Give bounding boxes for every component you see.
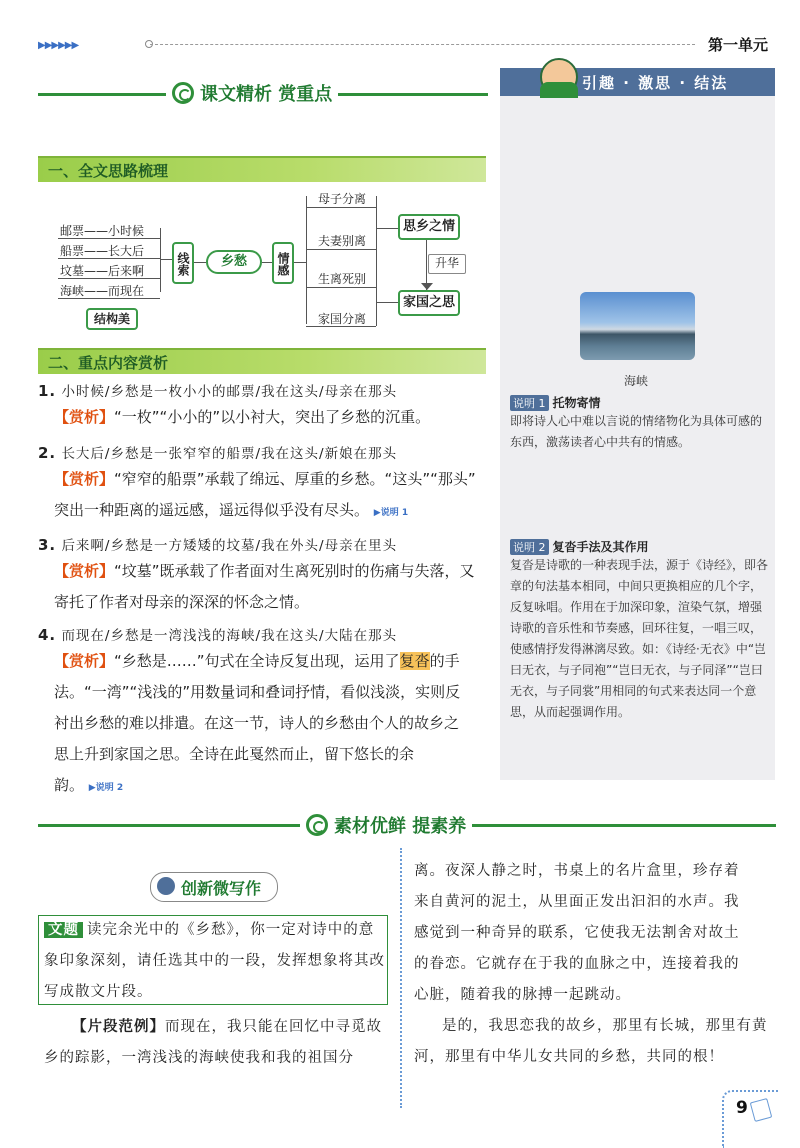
analysis-tag: 【赏析】	[54, 652, 115, 670]
analysis-item-2	[38, 442, 493, 529]
column-divider	[400, 848, 402, 1108]
pair-rule	[58, 258, 160, 259]
bracket-line	[160, 228, 161, 292]
bracket-line	[306, 196, 307, 324]
analysis-text: 思上升到家国之思。全诗在此戛然而止，留下悠长的余	[54, 745, 415, 763]
bracket-line	[376, 196, 377, 326]
page-number-frame	[722, 1090, 778, 1148]
connector	[194, 262, 206, 263]
swirl-icon	[172, 82, 194, 104]
sample-tag: 【片段范例】	[72, 1019, 165, 1035]
poem-line: 长大后/乡愁是一张窄窄的船票/我在这头/新娘在那头	[61, 446, 398, 462]
pair-rule	[58, 298, 160, 299]
writing-pill	[150, 872, 278, 902]
unit-title: 第一单元	[708, 36, 769, 54]
poem-line: 而现在/乡愁是一湾浅浅的海峡/我在这头/大陆在那头	[61, 628, 398, 644]
connector	[160, 259, 172, 260]
emotion-2: 夫妻别离	[318, 234, 367, 248]
ref-note-1-link[interactable]: ▶说明 1	[373, 508, 409, 518]
down-arrow-icon	[421, 283, 433, 290]
pair-rule	[58, 238, 160, 239]
analysis-band	[38, 348, 486, 374]
analysis-item-4	[38, 624, 493, 804]
result-1-box: 思乡之情	[398, 214, 460, 240]
item-number: 4.	[38, 626, 57, 644]
question-text: 文题 读完余光中的《乡愁》，你一定对诗中的意象印象深刻，请任选其中的一段，发挥想象将其改写成散文片段。	[44, 922, 385, 1000]
analysis-tag: 【赏析】	[54, 562, 115, 580]
note-2-tag: 说明 2	[510, 539, 549, 555]
structure-box: 结构美	[86, 308, 138, 330]
note-2	[510, 536, 768, 723]
connector	[376, 228, 398, 229]
item-number: 2.	[38, 444, 57, 462]
writing-pill-label: 创新微写作	[181, 879, 262, 898]
pair-2: 船票——长大后	[60, 244, 145, 258]
analysis-text: “坟墓”既承载了作者面对生离死别时的伤痛与失落，又	[114, 562, 475, 580]
emotion-rule	[306, 326, 376, 327]
analysis-text: “一枚”“小小的”以小衬大，突出了乡愁的沉重。	[114, 408, 431, 426]
sample-left: 【片段范例】而现在，我只能在回忆中寻觅故 乡的踪影，一湾浅浅的海峡使我和我的祖国分	[44, 1019, 382, 1066]
item-number: 3.	[38, 536, 57, 554]
emotion-4: 家国分离	[318, 312, 367, 326]
question-tag: 文题	[44, 922, 83, 938]
pen-icon	[157, 877, 175, 895]
connector	[376, 302, 398, 303]
emotion-3: 生离死别	[318, 272, 367, 286]
header-rule	[150, 44, 695, 45]
sample-right: 离。夜深人静之时，书桌上的名片盒里，珍存着 来自黄河的泥土，从里面正发出汩汩的水声。我 感觉到一种奇异的联系，它使我无法割舍对故土 的眷恋。它就存在于我的血脉之中，连接着我的 心脏，随着我的脉搏一起跳动。 是的，我思恋我的故乡，那里有长城，那里有黄 河，那里有中华儿女共同的乡愁，共同的根！	[414, 863, 768, 1065]
section1-title: 课文精析 赏重点	[166, 80, 338, 106]
strait-photo	[580, 292, 695, 360]
header-arrows: ▶▶▶▶▶▶	[38, 40, 79, 51]
emotion-box: 情感	[272, 242, 294, 284]
emotion-rule	[306, 287, 376, 288]
analysis-text: 衬出乡愁的难以排遣。在这一节，诗人的乡愁由个人的故乡之	[54, 714, 460, 732]
analysis-item-1	[38, 380, 493, 433]
analysis-tag: 【赏析】	[54, 408, 115, 426]
rise-label: 升华	[428, 254, 466, 274]
analysis-text: 韵。	[54, 776, 85, 794]
sidebar-title: 引趣 · 激思 · 结法	[582, 74, 729, 92]
clue-box: 线索	[172, 242, 194, 284]
ref-note-2-link[interactable]: ▶说明 2	[88, 783, 124, 793]
result-2-box: 家国之思	[398, 290, 460, 316]
outline-band	[38, 156, 486, 182]
analysis-text: 寄托了作者对母亲的深深的怀念之情。	[54, 593, 310, 611]
note-2-text: 复沓是诗歌的一种表现手法，源于《诗经》，即各章的句法基本相同，中间只更换相应的几个字，反复咏唱。作用在于加深印象，渲染气氛，增强诗歌的音乐性和节奏感，回环往复，一唱三叹，使感情抒发得淋漓尽致。如：《诗经·无衣》中“岂曰无衣，与子同袍”“岂曰无衣，与子同泽”“岂曰无衣，与子同裳”用相同的句式来表达同一个意思，从而起强调作用。	[510, 558, 769, 719]
section2-title: 素材优鲜 提素养	[300, 812, 472, 838]
connector	[294, 262, 306, 263]
note-1-text: 即将诗人心中难以言说的情绪物化为具体可感的东西，激荡读者心中共有的情感。	[510, 414, 763, 449]
connector	[262, 262, 272, 263]
page-number: 9	[736, 1098, 748, 1118]
note-1-tag: 说明 1	[510, 395, 549, 411]
analysis-text: 法。“一湾”“浅浅的”用数量词和叠词抒情，看似浅淡，实则反	[54, 683, 461, 701]
analysis-tag: 【赏析】	[54, 470, 115, 488]
analysis-text: “乡愁是……”句式在全诗反复出现，运用了	[114, 652, 400, 670]
pair-rule	[58, 278, 160, 279]
outline-title: 一、全文思路梳理	[48, 162, 169, 180]
emotion-1: 母子分离	[318, 192, 367, 206]
item-number: 1.	[38, 382, 57, 400]
analysis-text: 的手	[429, 652, 460, 670]
pair-1: 邮票——小时候	[60, 224, 145, 238]
photo-caption: 海峡	[624, 374, 649, 388]
pair-4: 海峡——而现在	[60, 284, 145, 298]
analysis-text: 突出一种距离的遥远感，遥远得似乎没有尽头。	[54, 501, 370, 519]
note-1	[510, 392, 768, 453]
reader-avatar-icon	[540, 58, 578, 96]
poem-line: 小时候/乡愁是一枚小小的邮票/我在这头/母亲在那头	[61, 384, 398, 400]
theme-box: 乡愁	[206, 250, 262, 274]
emotion-rule	[306, 249, 376, 250]
analysis-item-3	[38, 534, 493, 618]
emotion-rule	[306, 207, 376, 208]
analysis-title: 二、重点内容赏析	[48, 354, 169, 372]
poem-line: 后来啊/乡愁是一方矮矮的坟墓/我在外头/母亲在里头	[61, 538, 398, 554]
swirl-icon	[306, 814, 328, 836]
note-2-title: 复沓手法及其作用	[552, 540, 649, 554]
note-1-title: 托物寄情	[552, 396, 601, 410]
pair-3: 坟墓——后来啊	[60, 264, 145, 278]
analysis-text: “窄窄的船票”承载了绵远、厚重的乡愁。“这头”“那头”	[114, 470, 476, 488]
highlighted-term: 复沓	[399, 652, 430, 670]
